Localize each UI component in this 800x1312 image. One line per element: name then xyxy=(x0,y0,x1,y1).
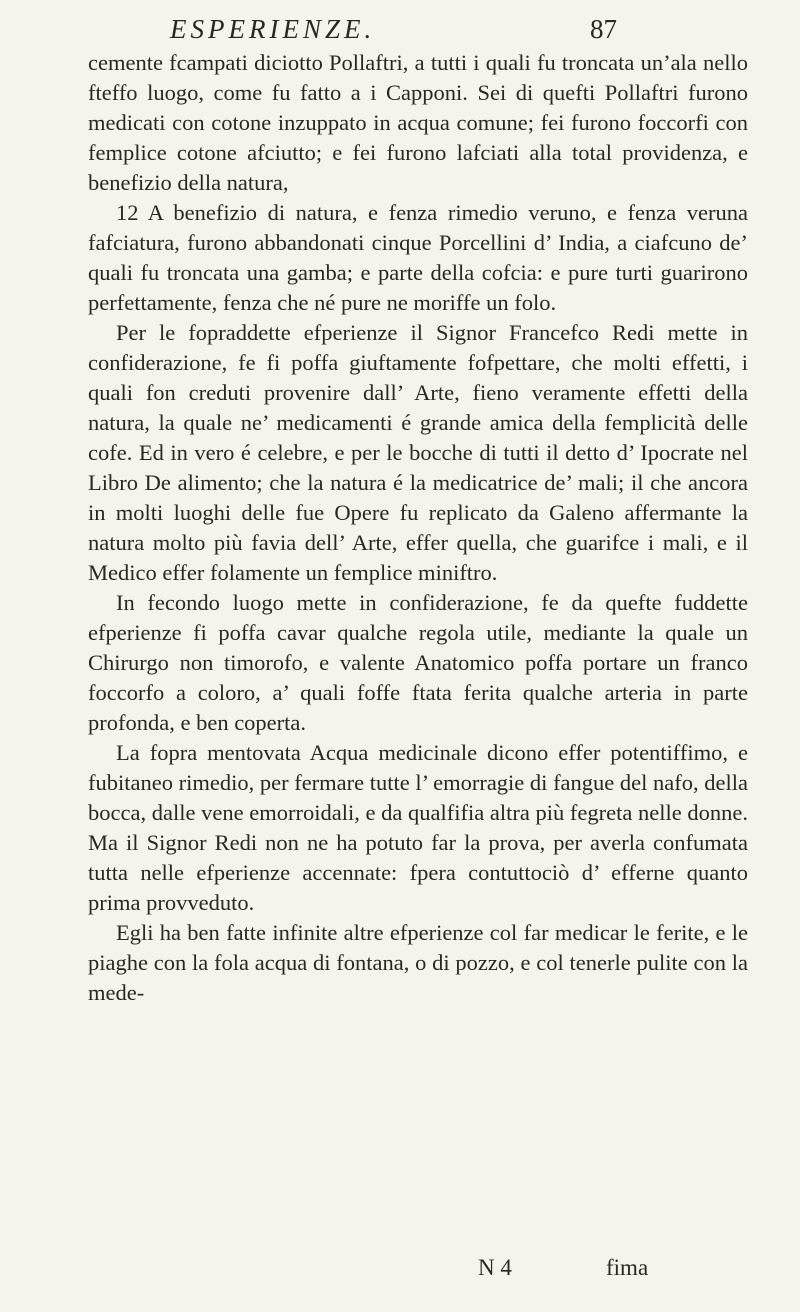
paragraph-experiment-12: 12 A benefizio di natura, e fenza rimedio veruno, e fenza veruna fafciatura, furono abbandonati cinque Porcellini d’ India, a ciafcuno de’ quali fu troncata una gamba; e parte della cofcia: e pure turti guarirono perfettamente, fenza che né pure ne moriffe un folo. xyxy=(88,200,748,315)
page-number: 87 xyxy=(590,14,617,44)
paragraph-medicinal-water: La fopra mentovata Acqua medicinale dicono effer potentiffimo, e fubitaneo rimedio, per fermare tutte l’ emorragie di fangue del nafo, della bocca, dalle vene emorroidali, e da qualfifia altra più fegreta nelle donne. Ma il Signor Redi non ne ha potuto far la prova, per averla confumata tutta nelle efperienze accennate: fpera contuttociò d’ efferne quanto prima provveduto. xyxy=(88,740,748,915)
paragraph-other-experiments: Egli ha ben fatte infinite altre efperienze col far medicar le ferite, e le piaghe con la fola acqua di fontana, o di pozzo, e col tenerle pulite con la mede- xyxy=(88,920,748,1005)
paragraph-second-consideration: In fecondo luogo mette in confiderazione, fe da quefte fuddette efperienze fi poffa cavar qualche regola utile, mediante la quale un Chirurgo non timorofo, e valente Anatomico poffa portare un franco foccorfo a coloro, a’ quali foffe ftata ferita qualche arteria in parte profonda, e ben coperta. xyxy=(88,590,748,735)
paragraph-nature-healer: Per le fopraddette efperienze il Signor Francefco Redi mette in confiderazione, fe fi poffa giuftamente fofpettare, che molti effetti, i quali fon creduti provenire dall’ Arte, fieno veramente effetti della natura, la quale ne’ medicamenti é grande amica della femplicità delle cofe. Ed in vero é celebre, e per le bocche di tutti il detto d’ Ipocrate nel Libro De alimento; che la natura é la medicatrice de’ mali; il che ancora in molti luoghi delle fue Opere fu replicato da Galeno affermante la natura molto più favia dell’ Arte, effer quella, che guarifce i mali, e il Medico effer folamente un femplice miniftro. xyxy=(88,320,748,585)
catchword: fima xyxy=(606,1255,649,1280)
running-title: ESPERIENZE. xyxy=(170,14,376,44)
page-footer xyxy=(88,1255,748,1287)
signature-mark: N 4 xyxy=(478,1255,512,1280)
body-text xyxy=(88,48,748,1008)
paragraph-continuation: cemente fcampati diciotto Pollaftri, a tutti i quali fu troncata un’ala nello fteffo luogo, come fu fatto a i Capponi. Sei di quefti Pollaftri furono medicati con cotone inzuppato in acqua comune; fei furono foccorfi con femplice cotone afciutto; e fei furono lafciati alla total providenza, e benefizio della natura, xyxy=(88,50,748,195)
